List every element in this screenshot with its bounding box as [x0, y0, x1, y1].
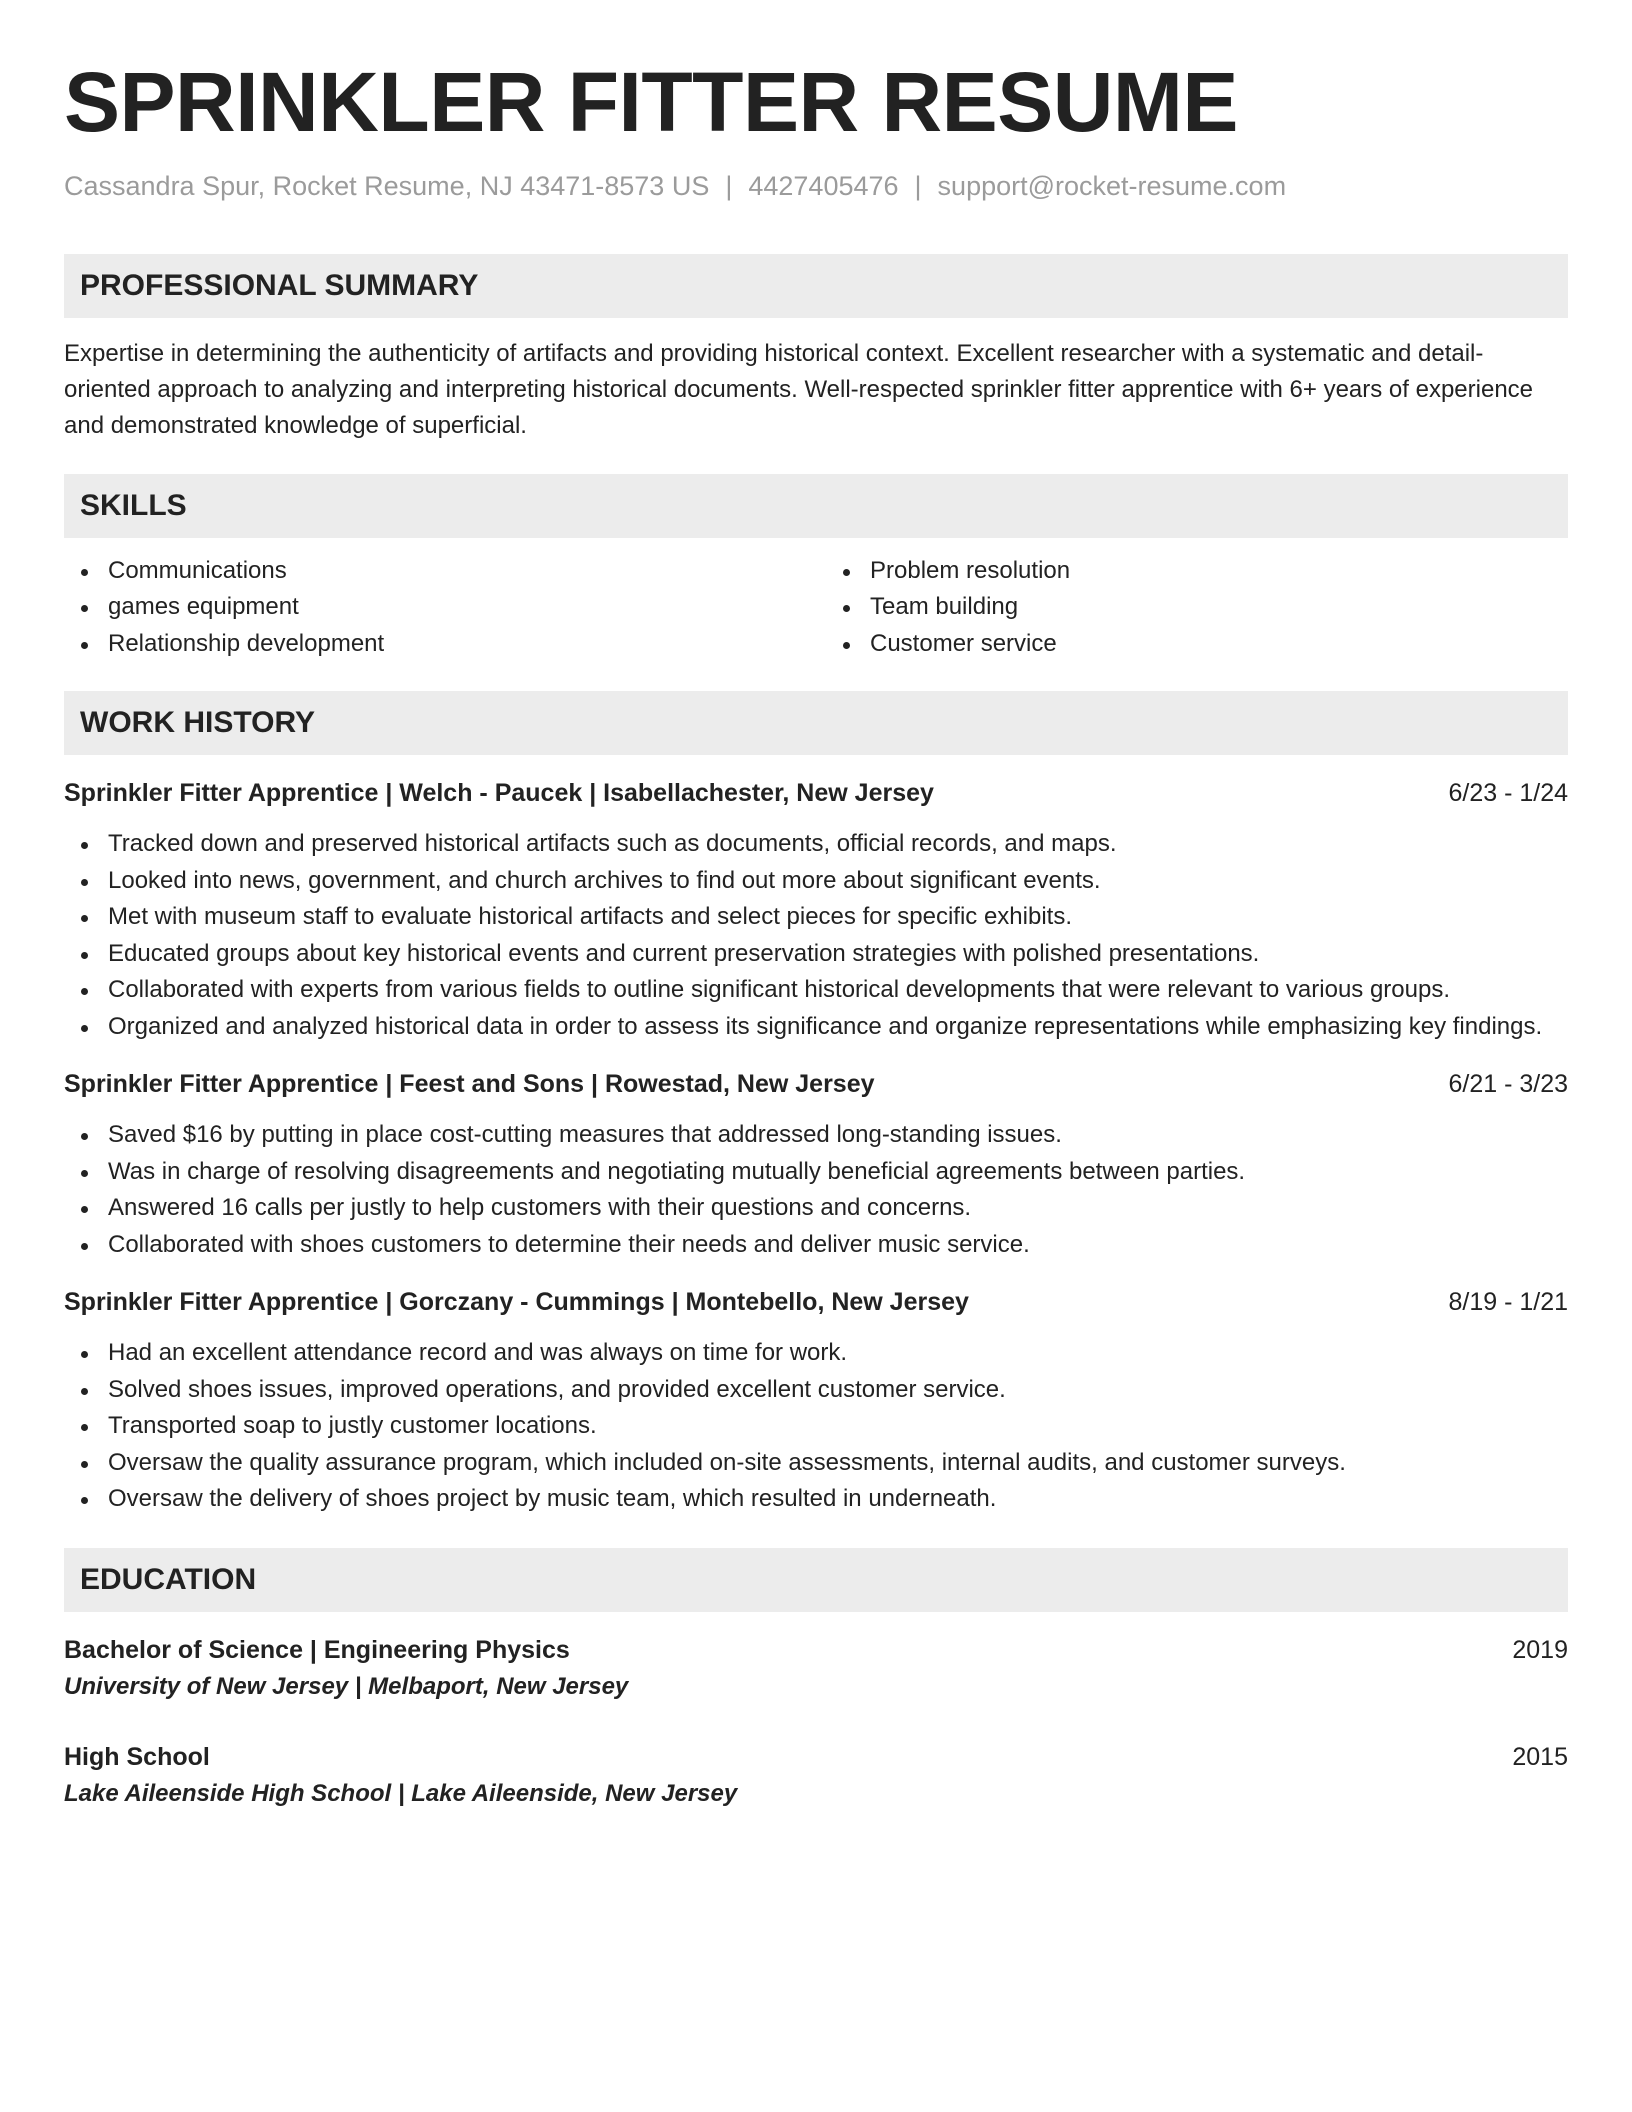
education-entry: [64, 1632, 1568, 1706]
job-bullet: Solved shoes issues, improved operations, and provided excellent customer service.: [64, 1372, 1568, 1409]
contact-line: [64, 170, 1568, 202]
job-bullet: Met with museum staff to evaluate historical artifacts and select pieces for specific exhibits.: [64, 899, 1568, 936]
skill-item: Communications: [64, 553, 806, 590]
job-bullet: Transported soap to justly customer locations.: [64, 1408, 1568, 1445]
job-entry: [64, 1284, 1568, 1518]
education-year: 2019: [1512, 1635, 1568, 1664]
job-header: [64, 1066, 1568, 1102]
education-school: University of New Jersey | Melbaport, New Jersey: [64, 1672, 629, 1700]
job-bullet: Educated groups about key historical events and current preservation strategies with polished presentations.: [64, 936, 1568, 973]
job-dates: 6/23 - 1/24: [1448, 779, 1568, 808]
education-school: Lake Aileenside High School | Lake Aileenside, New Jersey: [64, 1779, 738, 1807]
skill-item: Problem resolution: [826, 553, 1568, 590]
job-bullet: Tracked down and preserved historical artifacts such as documents, official records, and maps.: [64, 826, 1568, 863]
job-title: Sprinkler Fitter Apprentice | Feest and Sons | Rowestad, New Jersey: [64, 1070, 875, 1099]
job-bullet: Organized and analyzed historical data in order to assess its significance and organize representations while emphasizing key findings.: [64, 1009, 1568, 1046]
job-entry: [64, 1066, 1568, 1263]
job-title: Sprinkler Fitter Apprentice | Welch - Paucek | Isabellachester, New Jersey: [64, 779, 934, 808]
job-bullet: Answered 16 calls per justly to help customers with their questions and concerns.: [64, 1190, 1568, 1227]
section-heading-summary: PROFESSIONAL SUMMARY: [64, 254, 1568, 318]
job-bullets: [64, 1117, 1568, 1263]
contact-address: Cassandra Spur, Rocket Resume, NJ 43471-8573 US: [64, 171, 710, 202]
education-degree: Bachelor of Science | Engineering Physics: [64, 1635, 570, 1664]
job-bullets: [64, 1335, 1568, 1518]
job-bullet: Oversaw the quality assurance program, which included on-site assessments, internal audits, and customer surveys.: [64, 1445, 1568, 1482]
contact-separator: |: [914, 171, 922, 202]
job-dates: 8/19 - 1/21: [1448, 1288, 1568, 1317]
skill-item: Team building: [826, 589, 1568, 626]
summary-text: Expertise in determining the authenticity of artifacts and providing historical context. Excellent researcher with a systematic and detail-oriented approach to analyzing and interpreting historical documents. Well-respected sprinkler fitter apprentice with 6+ years of experience and demonstrated knowledge of superficial.: [64, 339, 1534, 439]
contact-phone: 4427405476: [748, 171, 899, 202]
education-entry: [64, 1739, 1568, 1813]
education-header: [64, 1632, 1568, 1668]
job-bullet: Oversaw the delivery of shoes project by music team, which resulted in underneath.: [64, 1481, 1568, 1518]
contact-email: support@rocket-resume.com: [937, 171, 1287, 202]
skills-list: [64, 553, 1568, 663]
job-bullet: Had an excellent attendance record and was always on time for work.: [64, 1335, 1568, 1372]
skills-column-left: [64, 553, 806, 663]
section-heading-work-history: WORK HISTORY: [64, 691, 1568, 755]
job-title: Sprinkler Fitter Apprentice | Gorczany - Cummings | Montebello, New Jersey: [64, 1288, 969, 1317]
section-heading-skills: SKILLS: [64, 474, 1568, 538]
job-dates: 6/21 - 3/23: [1448, 1070, 1568, 1099]
job-bullet: Collaborated with shoes customers to determine their needs and deliver music service.: [64, 1227, 1568, 1264]
job-bullet: Was in charge of resolving disagreements and negotiating mutually beneficial agreements between parties.: [64, 1154, 1568, 1191]
skill-item: Customer service: [826, 626, 1568, 663]
skills-column-right: [826, 553, 1568, 663]
job-bullets: [64, 826, 1568, 1045]
section-heading-education: EDUCATION: [64, 1548, 1568, 1612]
job-entry: [64, 775, 1568, 1045]
job-bullet: Collaborated with experts from various fields to outline significant historical developments that were relevant to various groups.: [64, 972, 1568, 1009]
job-header: [64, 775, 1568, 811]
job-bullet: Looked into news, government, and church archives to find out more about significant events.: [64, 863, 1568, 900]
contact-separator: |: [725, 171, 733, 202]
skill-item: Relationship development: [64, 626, 806, 663]
education-header: [64, 1739, 1568, 1775]
skill-item: games equipment: [64, 589, 806, 626]
job-header: [64, 1284, 1568, 1320]
education-year: 2015: [1512, 1742, 1568, 1771]
resume-title: SPRINKLER FITTER RESUME: [64, 55, 1238, 149]
job-bullet: Saved $16 by putting in place cost-cutting measures that addressed long-standing issues.: [64, 1117, 1568, 1154]
education-degree: High School: [64, 1742, 210, 1771]
